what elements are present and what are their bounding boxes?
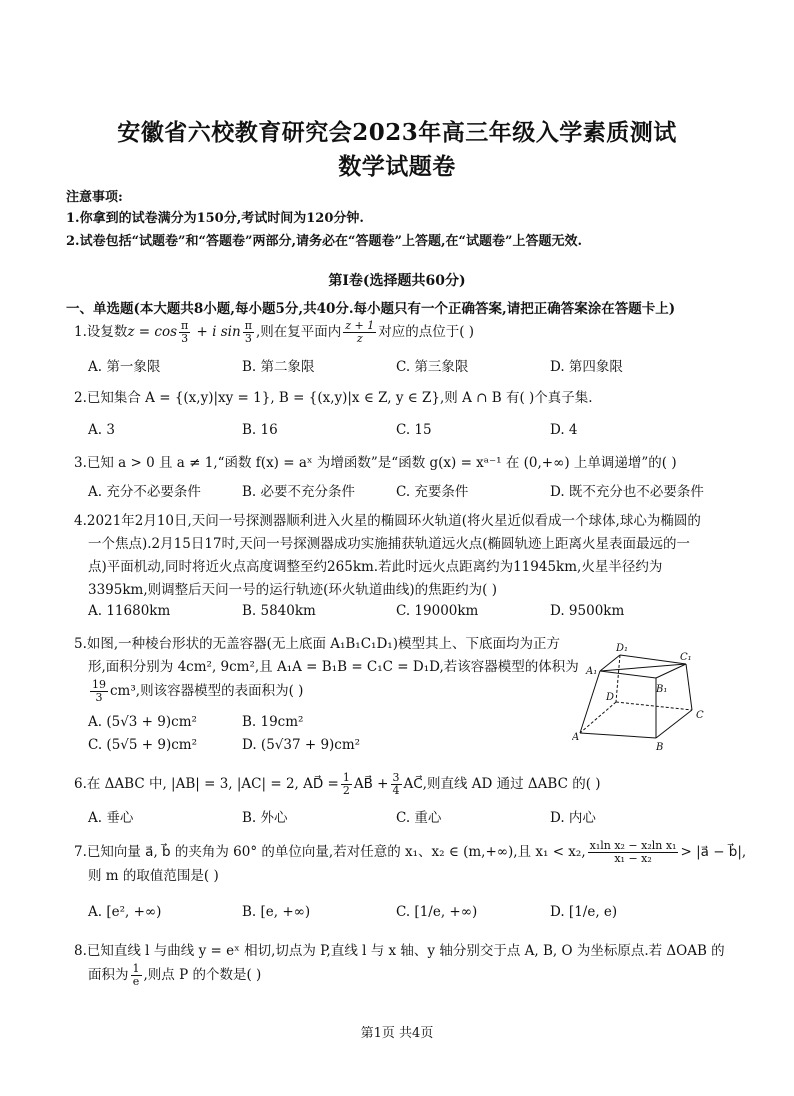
option: D. 9500km bbox=[550, 603, 625, 619]
option: B. 16 bbox=[242, 422, 278, 438]
fraction: $\frac{1}{e}$ bbox=[132, 962, 140, 988]
fraction: $\frac{19}{3}$ bbox=[92, 678, 106, 704]
option: D. 4 bbox=[550, 422, 578, 438]
edge bbox=[600, 671, 656, 678]
vertex-label: C bbox=[696, 710, 704, 721]
option: A. 充分不必要条件 bbox=[88, 484, 201, 500]
fraction: $\frac{\pi}{3}$ bbox=[181, 319, 189, 345]
edge bbox=[600, 655, 620, 671]
option: C. 19000km bbox=[396, 603, 479, 619]
part-title: 一、单选题(本大题共8小题,每小题5分,共40分.每小题只有一个正确答案,请把正确答案涂在答题卡上) bbox=[66, 301, 676, 317]
edge bbox=[580, 733, 656, 738]
question-8: 8.已知直线 l 与曲线 y = eˣ 相切,切点为 P,直线 l 与 x 轴、y 轴分别交于点 A, B, O 为坐标原点.若 ΔOAB 的 面积为 $\frac{1}{e}$ ,则点 P 的个数是( ) bbox=[74, 943, 725, 988]
option: A. 垂心 bbox=[88, 810, 134, 826]
option: D. (5√37 + 9)cm² bbox=[242, 737, 361, 753]
option: B. 5840km bbox=[242, 603, 316, 619]
option: C. 充要条件 bbox=[396, 484, 469, 500]
option: A. 11680km bbox=[88, 603, 171, 619]
exam-subtitle: 数学试题卷 bbox=[338, 153, 456, 180]
option: D. [1/e, e) bbox=[550, 904, 618, 920]
hidden-edge bbox=[616, 655, 620, 702]
option: B. 外心 bbox=[242, 810, 288, 826]
option: B. 19cm² bbox=[242, 714, 304, 730]
notes-heading: 注意事项: bbox=[66, 190, 123, 205]
vertex-label: B bbox=[656, 742, 664, 750]
vertex-label: B₁ bbox=[656, 684, 668, 695]
hidden-edge bbox=[616, 702, 692, 710]
question-4: 4.2021年2月10日,天问一号探测器顺利进入火星的椭圆环火轨道(将火星近似看成一个球体,球心为椭圆的 一个焦点).2月15日17时,天问一号探测器成功实施捕获轨道远火点(椭圆轨迹上距离火星表面最远的一 点)平面机动,同时将近火点高度调整至约265km.若此时远火点距离约为11945km,火星半径约为 3395km,则调整后天问一号的运行轨迹(环火轨道曲线)的焦距约为( ) bbox=[74, 513, 701, 598]
section-title: 第Ⅰ卷(选择题共60分) bbox=[328, 273, 466, 289]
vertex-label: A₁ bbox=[586, 666, 598, 677]
edge bbox=[620, 655, 686, 664]
fraction: $\frac{z + 1}{z}$ bbox=[345, 319, 375, 345]
vertex-label: D₁ bbox=[616, 643, 629, 654]
option: A. 第一象限 bbox=[88, 359, 161, 375]
option: B. 必要不充分条件 bbox=[242, 484, 356, 500]
fraction: $\frac{3}{4}$ bbox=[392, 771, 400, 797]
fraction: $\frac{\pi}{3}$ bbox=[244, 319, 252, 345]
frustum-figure bbox=[572, 640, 722, 750]
question-7: 7.已知向量 a⃗, b⃗ 的夹角为 60° 的单位向量,若对任意的 x₁、x₂ ∈ (m,+∞),且 x₁ < x₂, $\frac{\text{x₁ln x₂ − x₂ln x₁}}{\text{x₁ − x₂}}$ > |a⃗ − b⃗|, 则 m 的取值范围是( ) bbox=[74, 839, 747, 884]
page-footer: 第1页 共4页 bbox=[360, 1026, 434, 1041]
option: C. 重心 bbox=[396, 810, 442, 826]
question-6: 6.在 ΔABC 中, |AB| = 3, |AC| = 2, AD⃗ = $\frac{1}{2}$ AB⃗ + $\frac{3}{4}$ AC⃗,则直线 AD 通过 ΔABC 的( ) bbox=[74, 771, 601, 797]
option: C. 15 bbox=[396, 422, 432, 438]
option: A. (5√3 + 9)cm² bbox=[88, 714, 197, 730]
option: A. 3 bbox=[88, 422, 115, 438]
note-item: 2.试卷包括“试题卷”和“答题卷”两部分,请务必在“答题卷”上答题,在“试题卷”上答题无效. bbox=[66, 234, 582, 249]
vertex-label: C₁ bbox=[680, 652, 692, 663]
fraction: $\frac{1}{2}$ bbox=[342, 771, 350, 797]
edge bbox=[656, 710, 692, 738]
question-5: 5.如图,一种棱台形状的无盖容器(无上底面 A₁B₁C₁D₁)模型其上、下底面均为正方 形,面积分别为 4cm², 9cm²,且 A₁A = B₁B = C₁C = D₁D,若该容器模型的体积为 $\frac{19}{3}$ cm³,则该容器模型的表面积为( ) bbox=[74, 636, 579, 704]
vertex-label: D bbox=[606, 692, 615, 703]
note-item: 1.你拿到的试卷满分为150分,考试时间为120分钟. bbox=[66, 211, 364, 226]
option: B. [e, +∞) bbox=[242, 904, 311, 920]
question-2: 2.已知集合 A = {(x,y)|xy = 1}, B = {(x,y)|x ∈ Z, y ∈ Z},则 A ∩ B 有( )个真子集. bbox=[74, 390, 593, 406]
option: D. 既不充分也不必要条件 bbox=[550, 484, 704, 500]
vertex-label: A bbox=[572, 732, 580, 743]
question-1: 1.设复数z = cos $\frac{\pi}{3}$ + i sin $\frac{\pi}{3}$ ,则在复平面内 $\frac{z + 1}{z}$ 对应的点位于( ) bbox=[74, 319, 475, 345]
question-3: 3.已知 a > 0 且 a ≠ 1,“函数 f(x) = aˣ 为增函数”是“函数 g(x) = xᵃ⁻¹ 在 (0,+∞) 上单调递增”的( ) bbox=[74, 455, 677, 471]
option: A. [e², +∞) bbox=[88, 904, 162, 920]
exam-title: 安徽省六校教育研究会2023年高三年级入学素质测试 bbox=[117, 119, 677, 146]
option: C. [1/e, +∞) bbox=[396, 904, 478, 920]
option: D. 第四象限 bbox=[550, 359, 623, 375]
fraction: $\frac{\text{x₁ln x₂ − x₂ln x₁}}{\text{x₁ − x₂}}$ bbox=[589, 839, 677, 865]
option: C. 第三象限 bbox=[396, 359, 469, 375]
option: C. (5√5 + 9)cm² bbox=[88, 737, 198, 753]
option: D. 内心 bbox=[550, 810, 596, 826]
edge bbox=[686, 664, 692, 710]
edge bbox=[580, 671, 600, 733]
option: B. 第二象限 bbox=[242, 359, 315, 375]
